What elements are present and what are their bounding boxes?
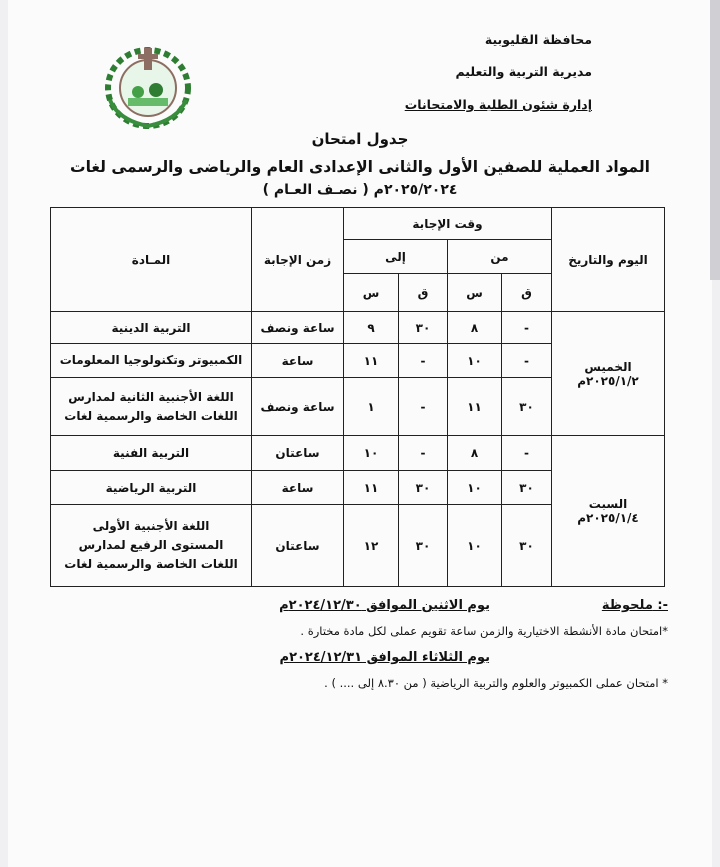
cell-from-hour: ٨ <box>448 436 502 471</box>
header-from-hour: س <box>448 274 502 312</box>
cell-to-hour: ١١ <box>344 344 399 378</box>
doc-title: جدول امتحان <box>311 130 409 148</box>
cell-from-min: ٣٠ <box>502 378 552 436</box>
cell-to-hour: ١١ <box>344 471 399 505</box>
cell-subject: التربية الفنية <box>51 436 252 471</box>
doc-term: ( نصـف العـام ) ٢٠٢٥/٢٠٢٤م <box>262 182 458 198</box>
cell-duration: ساعة <box>252 344 344 378</box>
cell-duration: ساعة ونصف <box>252 312 344 344</box>
cell-to-min: ٣٠ <box>399 505 448 587</box>
ministry-emblem-icon <box>98 40 198 130</box>
header-to: إلى <box>344 240 448 274</box>
cell-from-hour: ٨ <box>448 312 502 344</box>
cell-from-min: ٣٠ <box>502 505 552 587</box>
cell-from-hour: ١٠ <box>448 505 502 587</box>
subject-line: اللغة الأجنبية الأولى <box>92 519 210 533</box>
cell-to-hour: ١٠ <box>344 436 399 471</box>
tuesday-note: * امتحان عملى الكمبيوتر والعلوم والتربية الرياضية ( من ٨.٣٠ إلى .... ) . <box>324 676 668 690</box>
subject-line: اللغات الخاصة والرسمية لغات <box>64 408 238 423</box>
note-label: ملحوظة :- <box>601 598 668 613</box>
header-subject: المـادة <box>51 208 252 312</box>
doc-subtitle: المواد العملية للصفين الأول والثانى الإعدادى العام والرياضى والرسمى لغات <box>70 158 650 176</box>
cell-from-hour: ١٠ <box>448 344 502 378</box>
subject-line: اللغات الخاصة والرسمية لغات <box>64 557 238 571</box>
cell-duration: ساعة ونصف <box>252 378 344 436</box>
cell-to-hour: ١٢ <box>344 505 399 587</box>
cell-duration: ساعتان <box>252 505 344 587</box>
subject-line: المستوى الرفيع لمدارس <box>78 538 224 552</box>
cell-to-hour: ١ <box>344 378 399 436</box>
cell-from-hour: ١٠ <box>448 471 502 505</box>
cell-subject: التربية الرياضية <box>51 471 252 505</box>
cell-from-min: - <box>502 436 552 471</box>
cell-subject: الكمبيوتر وتكنولوجيا المعلومات <box>51 344 252 378</box>
cell-subject: التربية الدينية <box>51 312 252 344</box>
exam-schedule-table <box>50 207 665 587</box>
monday-note: *امتحان مادة الأنشطة الاختيارية والزمن ساعة تقويم عملى لكل مادة مختارة . <box>300 624 668 638</box>
cell-subject <box>51 505 252 587</box>
table-row <box>51 436 665 471</box>
cell-from-hour: ١١ <box>448 378 502 436</box>
cell-from-min: ٣٠ <box>502 471 552 505</box>
cell-from-min: - <box>502 312 552 344</box>
subject-line: اللغة الأجنبية الثانية لمدارس <box>68 389 234 404</box>
day-name: السبت <box>588 497 628 511</box>
cell-to-min: - <box>399 378 448 436</box>
day-cell-thursday <box>552 312 665 436</box>
cell-duration: ساعة <box>252 471 344 505</box>
cell-to-min: ٣٠ <box>399 312 448 344</box>
table-row <box>51 312 665 344</box>
cell-to-min: - <box>399 436 448 471</box>
cell-subject <box>51 378 252 436</box>
tuesday-heading: يوم الثلاثاء الموافق ٢٠٢٤/١٢/٣١م <box>279 650 490 665</box>
header-to-hour: س <box>344 274 399 312</box>
cell-to-min: ٣٠ <box>399 471 448 505</box>
monday-heading: يوم الاثنين الموافق ٢٠٢٤/١٢/٣٠م <box>279 598 490 613</box>
department-label: إدارة شئون الطلبة والامتحانات <box>404 97 592 112</box>
header-from: من <box>448 240 552 274</box>
day-cell-saturday <box>552 436 665 587</box>
day-date: ٢٠٢٥/١/٤م <box>577 511 639 525</box>
day-name: الخميس <box>584 359 632 374</box>
header-day-date: اليوم والتاريخ <box>552 208 665 312</box>
cell-to-min: - <box>399 344 448 378</box>
day-date: ٢٠٢٥/١/٢م <box>577 373 639 388</box>
directorate-label: مديرية التربية والتعليم <box>455 64 592 79</box>
cell-duration: ساعتان <box>252 436 344 471</box>
header-to-min: ق <box>399 274 448 312</box>
header-duration: زمن الإجابة <box>252 208 344 312</box>
header-from-min: ق <box>502 274 552 312</box>
cell-to-hour: ٩ <box>344 312 399 344</box>
header-answer-time: وقت الإجابة <box>344 208 552 240</box>
governorate-label: محافظة القليوبية <box>484 32 592 47</box>
cell-from-min: - <box>502 344 552 378</box>
